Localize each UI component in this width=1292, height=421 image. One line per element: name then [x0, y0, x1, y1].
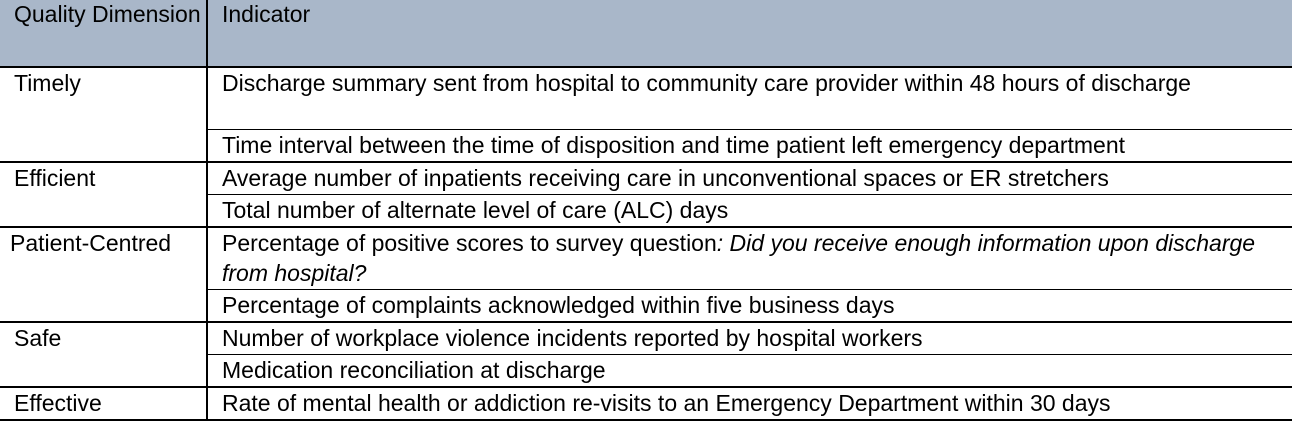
- indicator-text: Percentage of positive scores to survey question: [222, 230, 717, 256]
- table-row: [0, 67, 1292, 130]
- table-row: [0, 227, 1292, 290]
- dimension-cell: Patient-Centred: [0, 227, 207, 322]
- indicator-cell: Average number of inpatients receiving care in unconventional spaces or ER stretchers: [207, 162, 1292, 195]
- indicator-cell: [207, 227, 1292, 290]
- dimension-cell: Effective: [0, 387, 207, 420]
- table-row: [0, 322, 1292, 355]
- header-row: [0, 0, 1292, 67]
- indicator-cell: Number of workplace violence incidents reported by hospital workers: [207, 322, 1292, 355]
- indicator-cell: Time interval between the time of disposition and time patient left emergency department: [207, 130, 1292, 163]
- dimension-cell: Efficient: [0, 162, 207, 227]
- dimension-cell: Safe: [0, 322, 207, 387]
- indicator-cell: Total number of alternate level of care (ALC) days: [207, 195, 1292, 228]
- indicator-cell: Rate of mental health or addiction re-visits to an Emergency Department within 30 days: [207, 387, 1292, 420]
- dimension-cell: Timely: [0, 67, 207, 162]
- survey-question-text: : Did you receive enough information upon discharge from hospital?: [222, 230, 1256, 286]
- header-indicator: Indicator: [207, 0, 1292, 67]
- indicator-cell: Medication reconciliation at discharge: [207, 355, 1292, 388]
- table-row: [0, 162, 1292, 195]
- indicator-cell: Percentage of complaints acknowledged within five business days: [207, 290, 1292, 323]
- table-row: [0, 387, 1292, 420]
- header-quality-dimension: Quality Dimension: [0, 0, 207, 67]
- indicator-cell: Discharge summary sent from hospital to community care provider within 48 hours of discharge: [207, 67, 1292, 130]
